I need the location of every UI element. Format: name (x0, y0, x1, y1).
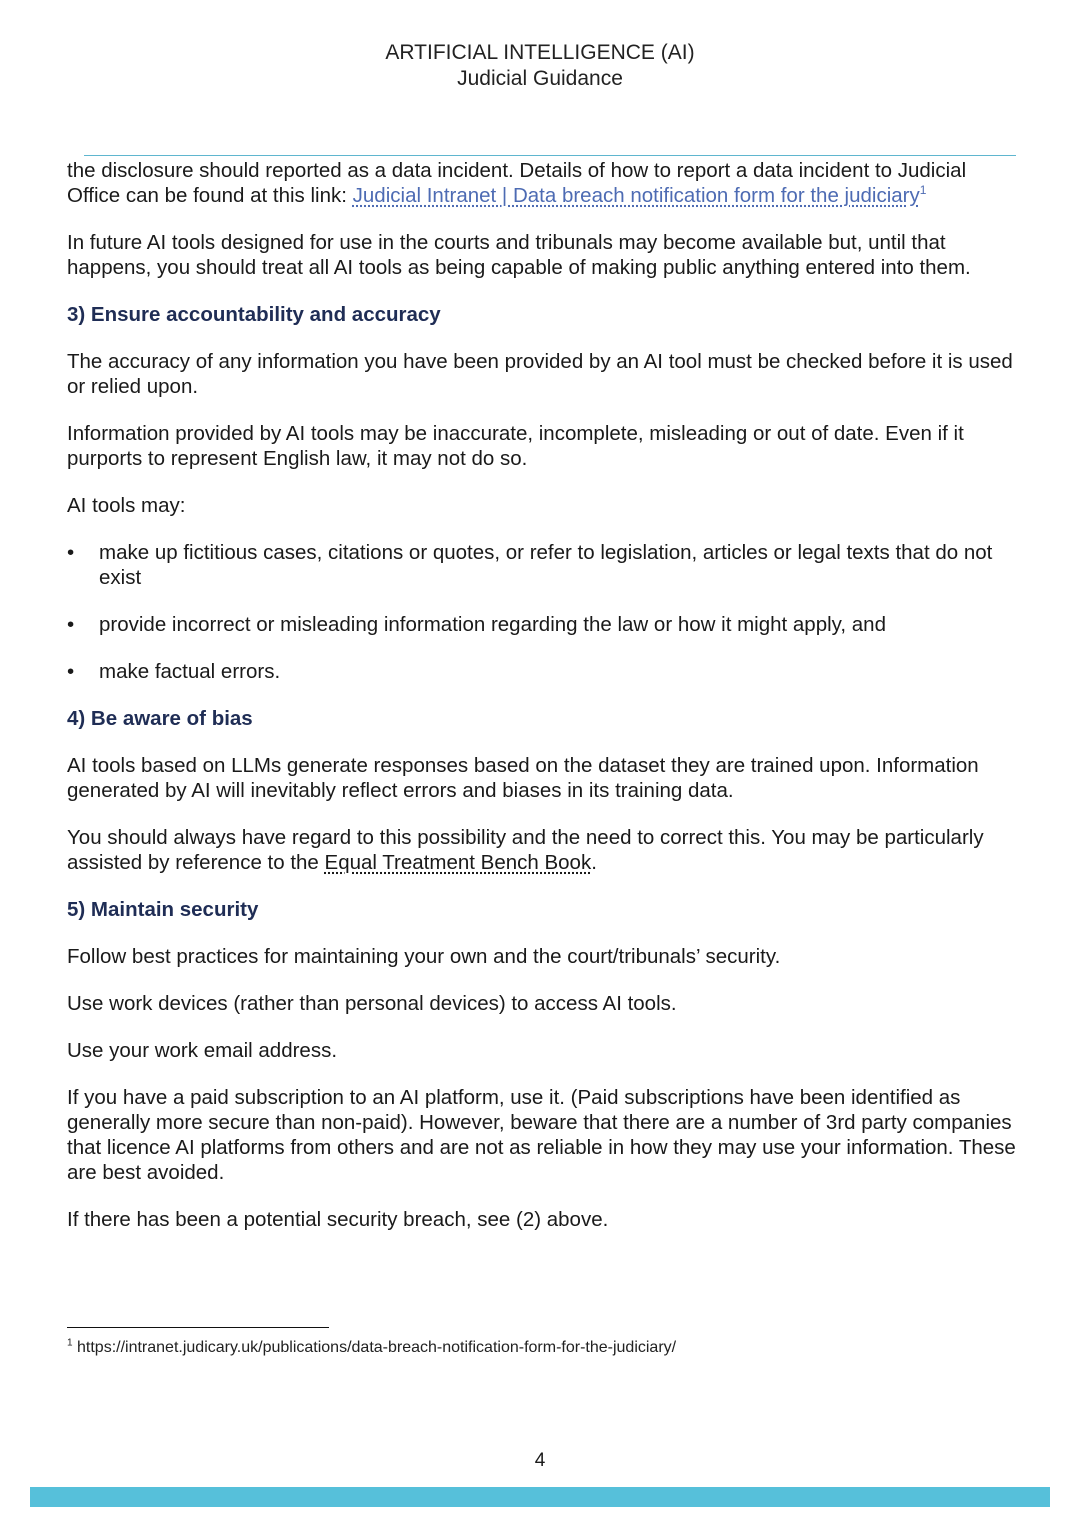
list-item-text: make factual errors. (99, 660, 281, 683)
header-divider (84, 155, 1016, 156)
footer-accent-bar (30, 1487, 1050, 1507)
page-header (0, 40, 1080, 92)
paragraph-text-end: . (591, 851, 597, 874)
document-body (67, 158, 1017, 1254)
list-item-text: provide incorrect or misleading information regarding the law or how it might apply, and (99, 613, 886, 636)
bullet-list (67, 540, 1017, 684)
paragraph-llm-dataset: AI tools based on LLMs generate responses based on the dataset they are trained upon. Information generated by AI will inevitably reflect errors and biases in its training data. (67, 754, 979, 802)
footnote-divider (67, 1327, 329, 1328)
paragraph-paid-subscription: If you have a paid subscription to an AI platform, use it. (Paid subscriptions have been identified as generally more secure than non-paid). However, beware that there are a number of 3rd party companies that licence AI platforms from others and are not as reliable in how they may use your information. These are best avoided. (67, 1086, 1016, 1184)
paragraph-inaccurate-info: Information provided by AI tools may be inaccurate, incomplete, misleading or out of date. Even if it purports to represent English law, it may not do so. (67, 422, 964, 470)
paragraph-future-tools: In future AI tools designed for use in the courts and tribunals may become available but, until that happens, you should treat all AI tools as being capable of making public anything entered into them. (67, 231, 971, 279)
section-heading-bias: 4) Be aware of bias (67, 707, 253, 730)
list-item (67, 540, 1017, 590)
paragraph-text: You should always have regard to this possibility and the need to correct this. You may be particularly assisted by reference to the (67, 826, 984, 874)
paragraph-accuracy: The accuracy of any information you have been provided by an AI tool must be checked before it is used or relied upon. (67, 350, 1013, 398)
paragraph-text: the disclosure should reported as a data incident. Details of how to report a data incident to Judicial Office can be found at this link: (67, 159, 967, 207)
bullet-icon: • (67, 660, 75, 683)
footnote-marker: 1 (67, 1337, 73, 1349)
footnote-reference[interactable]: 1 (919, 183, 927, 198)
equal-treatment-bench-book-link[interactable]: Equal Treatment Bench Book (324, 851, 592, 874)
footnote-url: https://intranet.judicary.uk/publications/data-breach-notification-form-for-the-judiciary/ (72, 1339, 677, 1356)
list-item (67, 612, 1017, 637)
footnote (67, 1338, 676, 1358)
paragraph-bench-book (67, 825, 1017, 875)
header-title: ARTIFICIAL INTELLIGENCE (AI) (385, 41, 695, 64)
list-item-text: make up fictitious cases, citations or quotes, or refer to legislation, articles or legal texts that do not exist (99, 541, 993, 589)
paragraph-work-email: Use your work email address. (67, 1039, 338, 1062)
list-item (67, 659, 1017, 684)
paragraph-ai-tools-may: AI tools may: (67, 494, 186, 517)
header-subtitle: Judicial Guidance (457, 67, 623, 90)
data-breach-form-link[interactable]: Judicial Intranet | Data breach notification form for the judiciary (352, 184, 920, 207)
paragraph-security-breach: If there has been a potential security breach, see (2) above. (67, 1208, 609, 1231)
bullet-icon: • (67, 613, 75, 636)
paragraph-best-practices: Follow best practices for maintaining your own and the court/tribunals’ security. (67, 945, 781, 968)
bullet-icon: • (67, 541, 75, 564)
section-heading-security: 5) Maintain security (67, 898, 259, 921)
paragraph-work-devices: Use work devices (rather than personal devices) to access AI tools. (67, 992, 677, 1015)
section-heading-accountability: 3) Ensure accountability and accuracy (67, 303, 441, 326)
page-number: 4 (534, 1450, 546, 1471)
paragraph-data-incident (67, 158, 1017, 208)
